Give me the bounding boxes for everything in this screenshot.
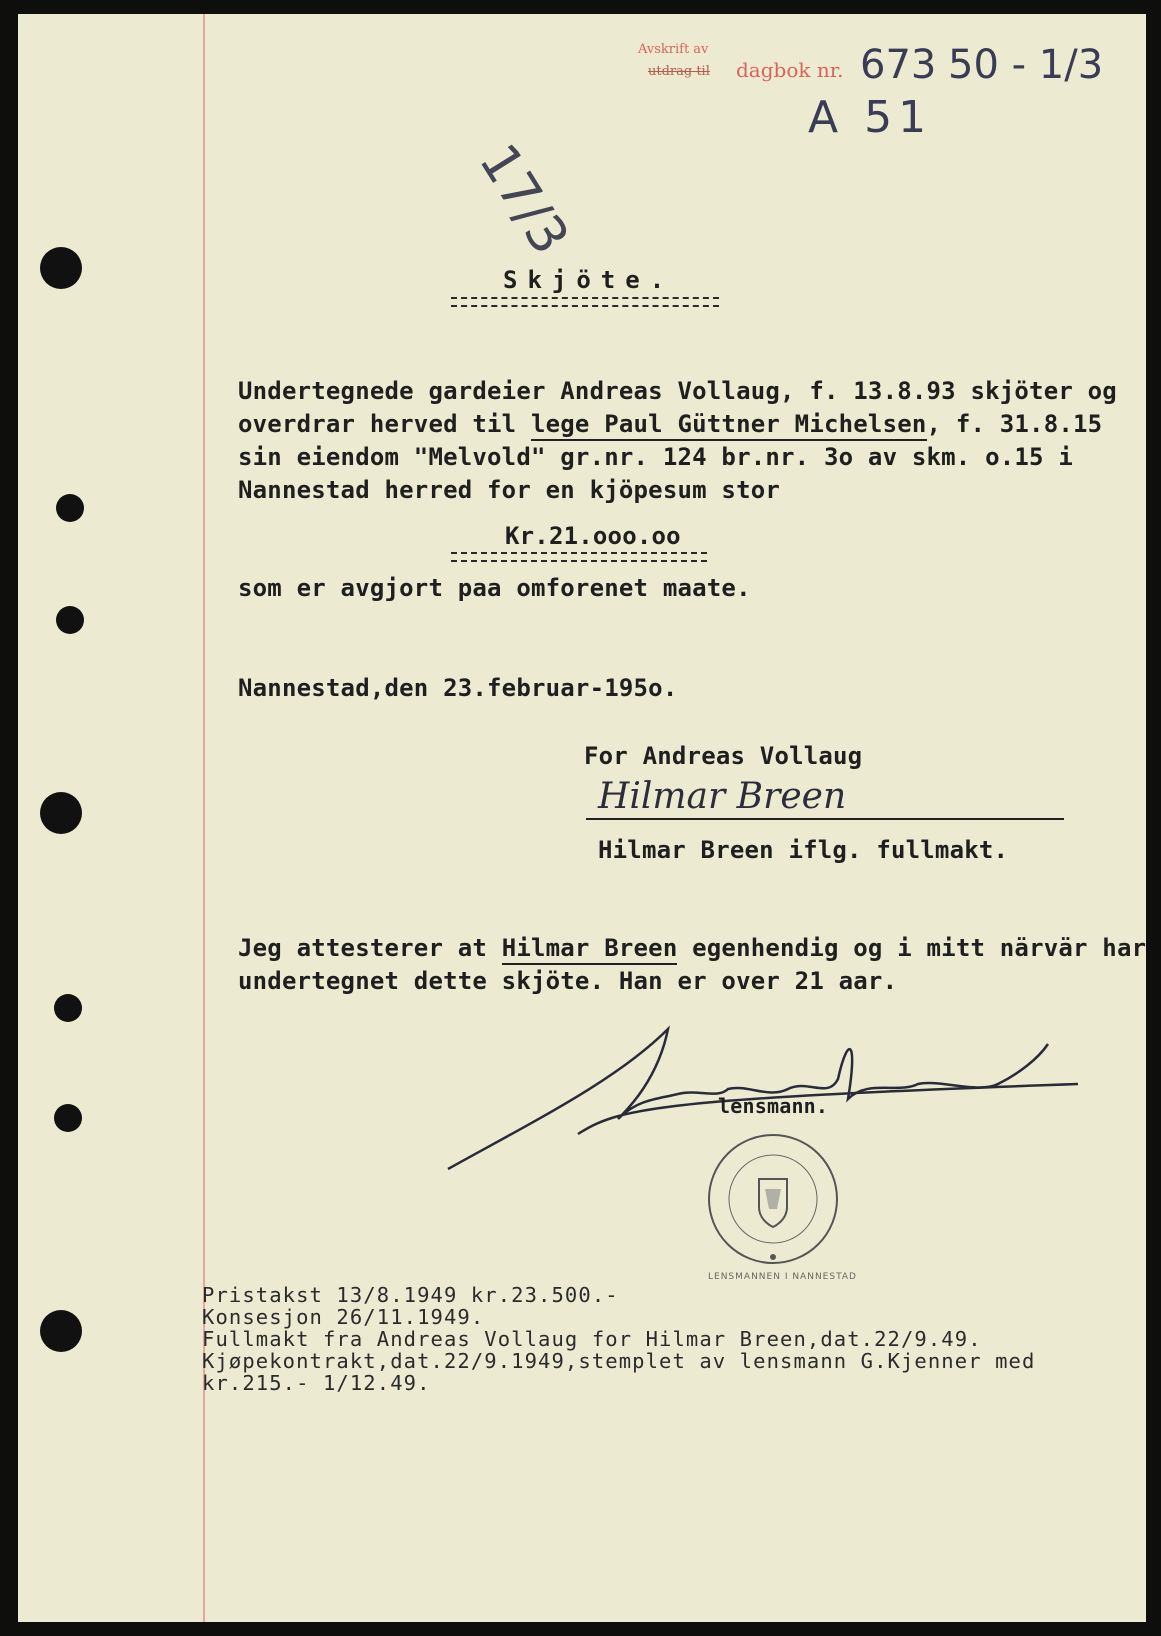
title-rule bbox=[451, 297, 719, 307]
stamp-avskrift: Avskrift av bbox=[638, 42, 709, 57]
stamp-dagbok: dagbok nr. bbox=[736, 58, 844, 82]
attestation-line: undertegnet dette skjöte. Han er over 21 aar. bbox=[238, 967, 898, 995]
buyer-name: lege Paul Güttner Michelsen bbox=[531, 410, 927, 441]
lensmann-title: lensmann. bbox=[718, 1094, 829, 1118]
attest-text: egenhendig og i mitt närvär har bbox=[677, 934, 1146, 962]
document-page bbox=[18, 14, 1146, 1622]
binder-hole bbox=[40, 792, 82, 834]
binder-hole bbox=[54, 1104, 82, 1132]
binder-hole bbox=[56, 606, 84, 634]
place-date: Nannestad,den 23.februar-195o. bbox=[238, 674, 678, 702]
document-title: Skjöte. bbox=[503, 266, 675, 294]
body-line: sin eiendom "Melvold" gr.nr. 124 br.nr. 3o av skm. o.15 i bbox=[238, 443, 1074, 471]
binder-hole bbox=[40, 1310, 82, 1352]
body-text: overdrar herved til bbox=[238, 410, 531, 438]
note-line: Kjøpekontrakt,dat.22/9.1949,stemplet av lensmann G.Kjenner med bbox=[202, 1349, 1036, 1373]
body-text: , f. 31.8.15 bbox=[926, 410, 1103, 438]
body-line: som er avgjort paa omforenet maate. bbox=[238, 574, 751, 602]
dagbok-suffix: 50 - 1/3 bbox=[948, 42, 1104, 88]
binder-hole bbox=[56, 494, 84, 522]
purchase-amount: Kr.21.ooo.oo bbox=[505, 522, 681, 550]
dagbok-number: 673 bbox=[860, 42, 937, 88]
signer-line: Hilmar Breen iflg. fullmakt. bbox=[598, 836, 1009, 864]
body-line: Undertegnede gardeier Andreas Vollaug, f. 13.8.93 skjöter og bbox=[238, 377, 1117, 405]
note-line: Fullmakt fra Andreas Vollaug for Hilmar Breen,dat.22/9.49. bbox=[202, 1327, 982, 1351]
signature-line bbox=[586, 818, 1064, 820]
official-seal bbox=[703, 1129, 843, 1269]
body-line: Nannestad herred for en kjöpesum stor bbox=[238, 476, 781, 504]
seal-text: LENSMANNEN I NANNESTAD bbox=[708, 1272, 857, 1282]
stamp-utdrag: utdrag til bbox=[648, 64, 710, 79]
note-line: Pristakst 13/8.1949 kr.23.500.- bbox=[202, 1283, 619, 1307]
margin-note: 17/3 bbox=[467, 134, 580, 265]
attestation-line bbox=[238, 934, 1146, 962]
attest-text: Jeg attesterer at bbox=[238, 934, 502, 962]
body-line bbox=[238, 410, 1102, 438]
note-line: kr.215.- 1/12.49. bbox=[202, 1371, 431, 1395]
folio-number: A 51 bbox=[808, 92, 933, 143]
amount-rule bbox=[451, 552, 707, 562]
attest-name: Hilmar Breen bbox=[502, 934, 678, 965]
binder-hole bbox=[54, 994, 82, 1022]
note-line: Konsesjon 26/11.1949. bbox=[202, 1305, 485, 1329]
for-line: For Andreas Vollaug bbox=[584, 742, 863, 770]
binder-hole bbox=[40, 247, 82, 289]
handwritten-signature: Hilmar Breen bbox=[598, 776, 847, 817]
